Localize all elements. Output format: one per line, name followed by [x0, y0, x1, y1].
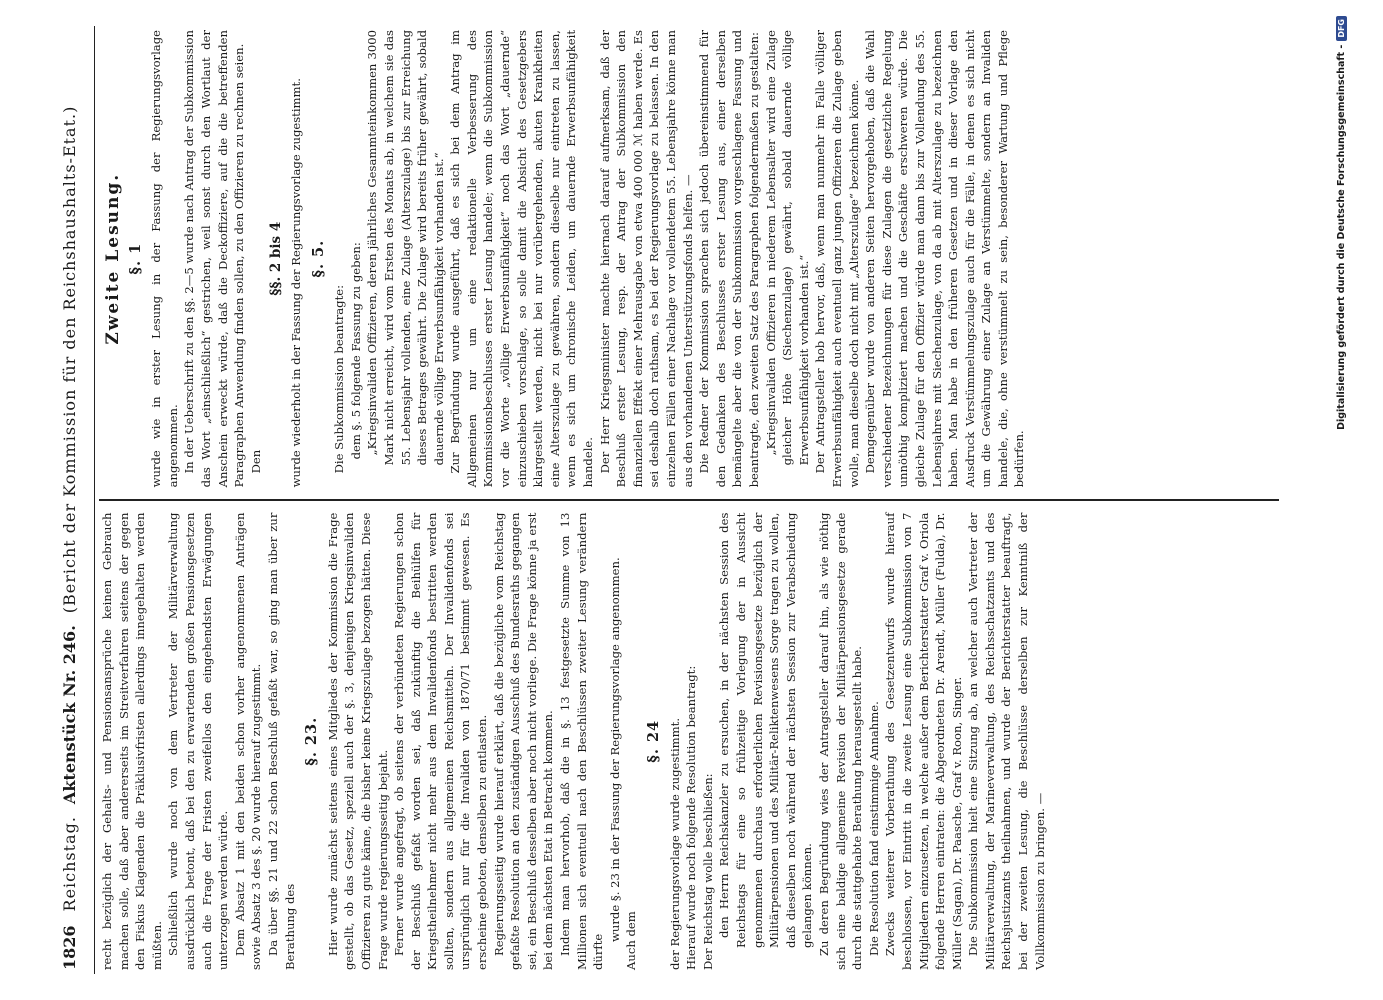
right-column [99, 26, 1279, 491]
paragraph: Demgegenüber wurde von anderen Seiten hervorgehoben, daß die Wahl verschiedener Bezeichnungen für diese Zulagen die gesetzliche Regelung unnöthig kompliziert machen und die Geschäfte erschweren würde. Die gleiche Zulage für den Offizier würde man dann bis zur Vollendung des 55. Lebensjahres mit Siechenzulage, von da ab mit Alterszulage zu bezeichnen haben. Man habe in den früheren Gesetzen und in dieser Vorlage den Ausdruck Verstümmelungszulage auch für die Fälle, in denen es sich nicht um die Gewährung einer Zulage an Verstümmelte, sondern an Invaliden handele, die, ohne verstümmelt zu sein, besonderer Wartung und Pflege bedürfen. [863, 30, 1027, 488]
proposed-text: „Kriegsinvaliden Offizieren in niederem Lebensalter wird eine Zulage gleicher Höhe (Siechenzulage) gewährt, sobald dauernde völlige Erwerbsunfähigkeit vorhanden ist.“ [763, 30, 811, 466]
page-number: 1826 [60, 925, 79, 970]
paragraph: In der Ueberschrift zu den §§. 2—5 wurde nach Antrag der Subkommission das Wort „einschließlich“ gestrichen, weil sonst durch den Wortlaut der Anschein erweckt würde, daß die Deckoffiziere, auf die die betreffenden Paragraphen Anwendung finden sollen, zu den Offizieren zu rechnen seien. [182, 30, 247, 488]
paragraph: Den [248, 449, 263, 474]
document-number: Aktenstück Nr. 246. [60, 625, 79, 805]
section-heading: §. 1 [126, 242, 144, 275]
paragraph: Der Reichstag wolle beschließen: [700, 773, 715, 970]
page-header [60, 26, 95, 974]
reading-heading: Zweite Lesung. [103, 172, 123, 345]
paragraph: wurde wie in erster Lesung in der Fassung der Regierungsvorlage angenommen. [149, 30, 180, 488]
section-heading: §. 24 [645, 719, 662, 763]
paragraph: Dem Absatz 1 mit den beiden schon vorher angenommenen Anträgen sowie Absatz 3 des §. 20 wurde hierauf zugestimmt. [232, 512, 264, 970]
paragraph: Schließlich wurde noch von dem Vertreter der Militärverwaltung ausdrücklich betont, daß bei den zu erwartenden großen Pensionsgesetzen auch die Frage der Fristen zweifellos den eingehendsten Erwägungen unterzogen werden würde. [166, 512, 231, 970]
paragraph: Zwecks weiterer Vorberathung des Gesetzentwurfs wurde hierauf beschlossen, vor Eintritt in die zweite Lesung eine Subkommission von 7 Mitgliedern einzusetzen, in welche außer dem Berichterstatter Graf v. Oriola folgende Herren eintraten: die Abgeordneten Dr. Arendt, Müller (Fulda), Dr. Müller (Sagan), Dr. Paasche, Graf v. Roon, Singer. [883, 512, 964, 970]
dfg-logo: DFG [1336, 16, 1347, 41]
paragraph: Ferner wurde angefragt, ob seitens der verbündeten Regierungen schon der Beschluß gefaßt worden sei, daß zukünftig die Beihülfen für Kriegstheilnehmer nicht mehr aus dem Invalidenfonds bestritten werden sollten, sondern aus allgemeinen Reichsmitteln. Der Invalidenfonds sei ursprünglich nur für die Invaliden von 1870/71 bestimmt gewesen. Es erscheine geboten, denselben zu entlasten. [392, 512, 490, 970]
credit-text: Digitalisierung gefördert durch die Deutsche Forschungsgemeinschaft - [1336, 44, 1347, 430]
resolution-text: den Herrn Reichskanzler zu ersuchen, in der nächsten Session des Reichstags für eine so frühzeitige Vorlegung der in Aussicht genommenen durchaus erforderlichen Revisionsgesetze bezüglich der Militärpensionen und des Militär-Reliktenwesens Sorge tragen zu wollen, daß dieselben noch während der nächsten Session zur Verabschiedung gelangen können. [717, 512, 815, 948]
header-title: (Bericht der Kommission für den Reichshaushalts-Etat.) [60, 105, 79, 614]
text-columns [99, 26, 1279, 974]
paragraph: dem §. 5 folgende Fassung zu geben: [348, 242, 363, 460]
section-heading: §. 23. [303, 716, 321, 766]
paragraph: Da über §§. 21 und 22 schon Beschluß gefaßt war, so ging man über zur Berathung des [265, 512, 297, 970]
paragraph: Die Subkommission hielt eine Sitzung ab, an welcher auch Vertreter der Militärverwaltung, der Marineverwaltung, des Reichsschatzamts und des Reichsjustizamts theilnahmen, und wurde der Berichterstatter beauftragt, bei der zweiten Lesung, die Beschlüsse derselben zur Kenntniß der Vollkommission zu bringen. — [966, 512, 1047, 970]
paragraph: Die Redner der Kommission sprachen sich jedoch übereinstimmend für den Gedanken des Beschlusses erster Lesung aus, einer derselben bemängelte aber die von der Subkommission vorgeschlagene Fassung und beantragte, den zweiten Satz des Paragraphen folgendermaßen zu gestalten: [697, 30, 761, 488]
paragraph: Indem man hervorhob, daß die in §. 13 festgesetzte Summe von 13 Millionen sich eventuell nach den Beschlüssen zweiter Lesung verändern dürfte [558, 512, 606, 970]
paragraph: Der Herr Kriegsminister machte hiernach darauf aufmerksam, daß der Beschluß erster Lesung, resp. der Antrag der Subkommission den finanziellen Effekt einer Mehrausgabe von etwa 400 000 ℳ haben werde. Es sei deshalb doch rathsam, es bei der Regierungsvorlage zu belassen. In den einzelnen Fällen einer Nachlage vor vollendetem 55. Lebensjahre könne man aus den vorhandenen Unterstützungsfonds helfen. — [597, 30, 695, 488]
paragraph: recht bezüglich der Gehalts- und Pensionsansprüche keinen Gebrauch machen solle, daß aber andererseits im Streitverfahren seitens der gegen den Fiskus Klagenden die Präklusivfristen allerdings innegehalten werden müßten. [100, 512, 164, 970]
header-label: Reichstag. [60, 816, 79, 912]
paragraph: Die Resolution fand einstimmige Annahme. [866, 701, 881, 956]
paragraph: wurde §. 23 in der Fassung der Regierungsvorlage angenommen. [607, 557, 622, 942]
paragraph: Der Antragsteller hob hervor, daß, wenn man nunmehr im Falle völliger Erwerbsunfähigkeit auch eventuell ganz jungen Offizieren die Zulage geben wolle, man dieselbe doch nicht mit „Alterszulage“ bezeichnen könne. [813, 30, 861, 488]
column-divider [99, 499, 1279, 500]
paragraph: Hier wurde zunächst seitens eines Mitgliedes der Kommission die Frage gestellt, ob das Gesetz, speziell auch der §. 3, denjenigen Kriegsinvaliden Offizieren zu gute käme, die bisher keine Kriegszulage bezogen hätten. Diese Frage wurde regierungsseitig bejaht. [325, 512, 390, 970]
section-heading: §§. 2 bis 4 [268, 221, 285, 296]
paragraph: Die Subkommission beantragte: [332, 284, 347, 474]
paragraph: Zur Begründung wurde ausgeführt, daß es sich bei dem Antrag im Allgemeinen nur um eine redaktionelle Verbesserung des Kommissionsbeschlusses erster Lesung handele; wenn die Subkommission vor die Worte „völlige Erwerbsunfähigkeit“ noch das Wort „dauernde“ einzuschieben vorschlage, so solle damit die Absicht des Gesetzgebers klargestellt werden, nicht bei nur vorübergehenden, akuten Krankheiten eine Alterszulage zu gewähren, sondern dieselbe nur eintreten zu lassen, wenn es sich um chronische Leiden, um dauernde Erwerbsunfähigkeit handele. [448, 30, 596, 488]
section-heading: §. 5. [309, 239, 327, 278]
digitization-credit [1336, 0, 1347, 1000]
proposed-text: „Kriegsinvaliden Offizieren, deren jährliches Gesammteinkommen 3000 Mark nicht erreicht, wird vom Ersten des Monats ab, in welchem sie das 55. Lebensjahr vollenden, eine Zulage (Alterszulage) bis zur Erreichung dieses Betrages gewährt. Die Zulage wird bereits früher gewährt, sobald dauernde völlige Erwerbsunfähigkeit vorhanden ist.“ [365, 30, 446, 466]
left-column [99, 509, 1279, 974]
paragraph: Hierauf wurde noch folgende Resolution beantragt: [684, 665, 699, 970]
paragraph: Regierungsseitig wurde hierauf erklärt, daß die bezügliche vom Reichstag gefaßte Resolution an den zuständigen Ausschuß des Bundesraths gegangen sei, ein Beschluß desselben aber noch nicht vorliege. Die Frage könne ja erst bei dem nächsten Etat in Betracht kommen. [491, 512, 556, 970]
paragraph: der Regierungsvorlage wurde zugestimmt. [667, 717, 682, 970]
paragraph: Zu deren Begründung wies der Antragsteller darauf hin, als wie nöthig sich eine baldige allgemeine Revision der Militärpensionsgesetze gerade durch die stattgehabte Berathung herausgestellt habe. [816, 512, 865, 970]
paragraph: Auch dem [624, 911, 639, 970]
paragraph: wurde wiederholt in der Fassung der Regierungsvorlage zugestimmt. [288, 78, 303, 488]
